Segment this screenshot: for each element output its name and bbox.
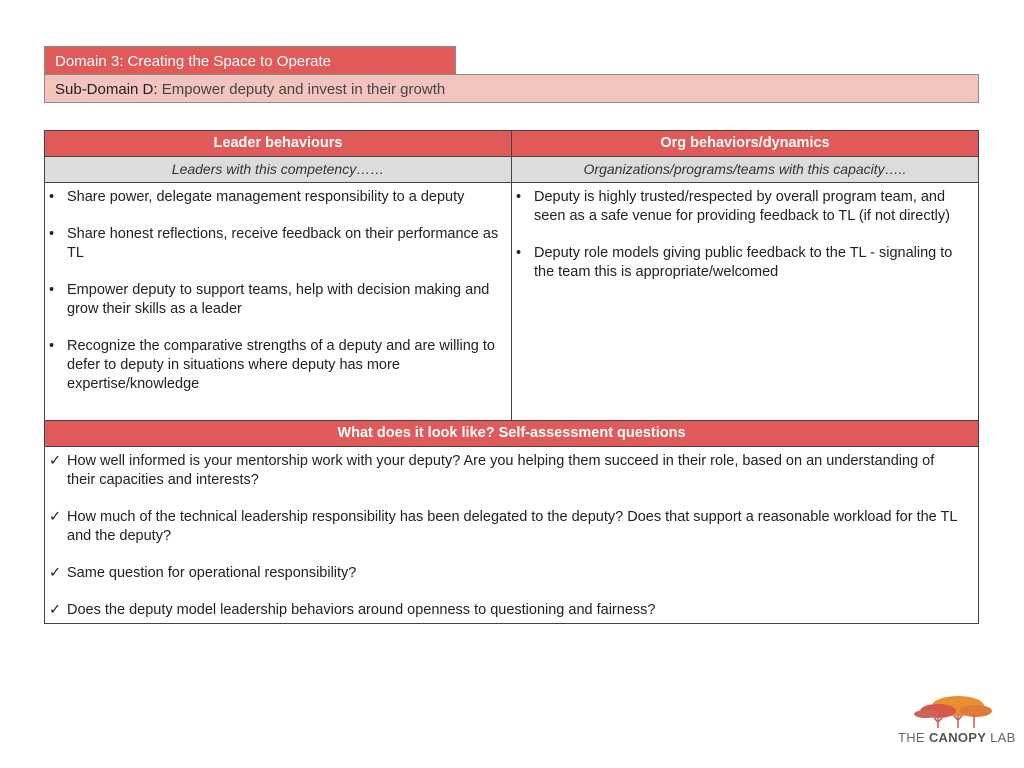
- logo-suffix: LAB: [986, 730, 1016, 745]
- self-assessment-header: What does it look like? Self-assessment questions: [45, 421, 978, 446]
- competency-table: [44, 130, 979, 624]
- list-item-text: Share honest reflections, receive feedback on their performance as TL: [67, 226, 499, 261]
- org-behaviors-list: [512, 188, 978, 282]
- org-behaviors-header: Org behaviors/dynamics: [511, 131, 978, 156]
- list-item: [512, 244, 978, 282]
- header-row: [45, 131, 978, 156]
- self-assessment-list: [45, 452, 978, 620]
- question-item: [45, 452, 978, 490]
- bullet-icon: •: [49, 282, 55, 298]
- leader-behaviours-list: [45, 188, 511, 394]
- question-item: [45, 601, 978, 620]
- subdomain-bar: [44, 74, 979, 103]
- bullet-icon: •: [516, 189, 522, 205]
- org-behaviors-cell: [511, 183, 978, 420]
- list-item-text: Share power, delegate management responsibility to a deputy: [67, 189, 465, 205]
- list-item-text: Deputy is highly trusted/respected by overall program team, and seen as a safe venue for providing feedback to TL (if not directly): [534, 189, 950, 224]
- leaders-subheader: Leaders with this competency……: [45, 157, 511, 182]
- leader-behaviours-cell: [45, 183, 511, 420]
- bullet-icon: •: [516, 245, 522, 261]
- list-item: [45, 225, 511, 263]
- logo-prefix: THE: [898, 730, 929, 745]
- question-item: [45, 564, 978, 583]
- checkmark-icon: ✓: [49, 602, 62, 618]
- logo-text: [898, 730, 1016, 745]
- subdomain-label: Sub-Domain D:: [55, 81, 158, 98]
- list-item: [45, 188, 511, 207]
- list-item-text: Recognize the comparative strengths of a deputy and are willing to defer to deputy in situations where deputy has more expertise/knowledge: [67, 338, 495, 392]
- question-item: [45, 508, 978, 546]
- logo-brand: CANOPY: [928, 730, 987, 745]
- checkmark-icon: ✓: [49, 453, 62, 469]
- canopy-lab-logo: [898, 694, 1016, 746]
- orgs-subheader: Organizations/programs/teams with this capacity…..: [511, 157, 978, 182]
- list-item-text: Empower deputy to support teams, help with decision making and grow their skills as a leader: [67, 282, 490, 317]
- question-text: How well informed is your mentorship work with your deputy? Are you helping them succeed in their role, based on an understanding of their capacities and interests?: [67, 453, 935, 488]
- list-item-text: Deputy role models giving public feedback to the TL - signaling to the team this is appropriate/welcomed: [534, 245, 953, 280]
- content-row: [45, 182, 978, 420]
- self-assessment-cell: [45, 447, 978, 623]
- bullet-icon: •: [49, 226, 55, 242]
- bullet-icon: •: [49, 189, 55, 205]
- assessment-row: [45, 446, 978, 623]
- question-text: Does the deputy model leadership behaviors around openness to questioning and fairness?: [67, 602, 656, 618]
- assessment-header-row: [45, 420, 978, 446]
- question-text: How much of the technical leadership responsibility has been delegated to the deputy? Does that support a reasonable workload for the TL and the deputy?: [67, 509, 957, 544]
- list-item: [512, 188, 978, 226]
- question-text: Same question for operational responsibility?: [67, 565, 357, 581]
- subdomain-text: Empower deputy and invest in their growth: [161, 81, 446, 98]
- bullet-icon: •: [49, 338, 55, 354]
- list-item: [45, 337, 511, 394]
- domain-title: Domain 3: Creating the Space to Operate: [44, 46, 456, 74]
- subheader-row: [45, 156, 978, 182]
- list-item: [45, 281, 511, 319]
- leader-behaviours-header: Leader behaviours: [45, 131, 511, 156]
- checkmark-icon: ✓: [49, 565, 62, 581]
- canopy-trees-icon: [908, 694, 996, 730]
- checkmark-icon: ✓: [49, 509, 62, 525]
